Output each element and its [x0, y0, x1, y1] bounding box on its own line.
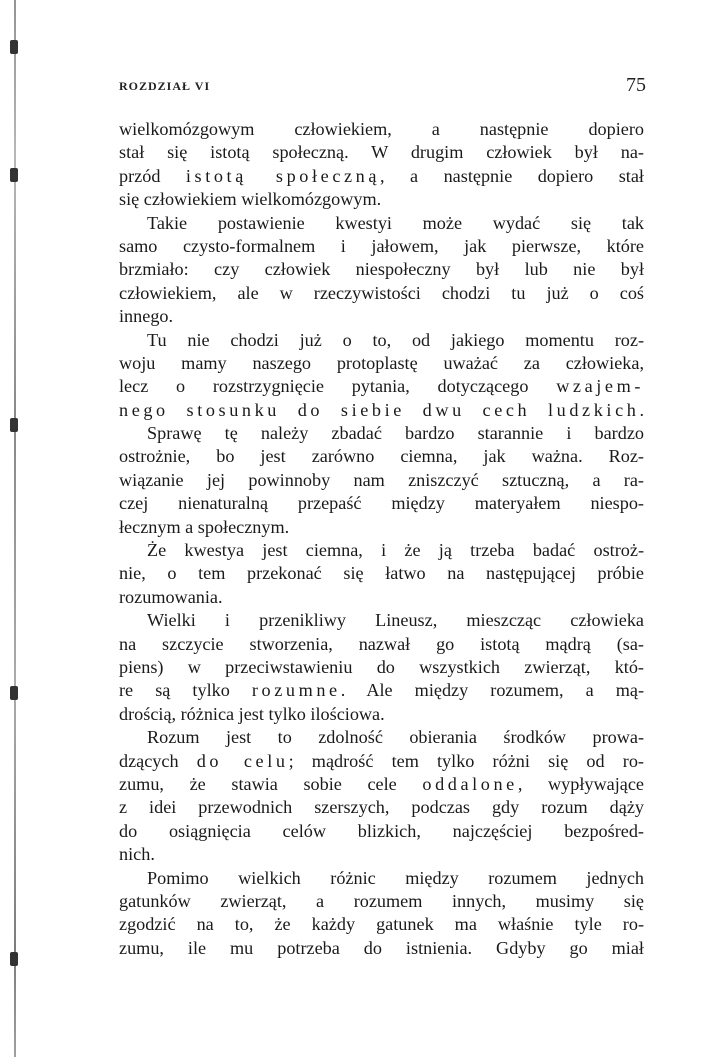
text-line — [119, 586, 644, 609]
text-line — [119, 118, 644, 141]
text-line — [119, 445, 644, 468]
text-run: nich. — [119, 844, 155, 865]
text-line — [119, 820, 644, 843]
binding-mark — [10, 686, 18, 700]
text-run: Tu nie chodzi już o to, od jakiego momentu roz- — [147, 329, 644, 350]
spaced-emphasis: nego stosunku do siebie dwu cech ludzkich — [119, 399, 640, 420]
text-line — [119, 773, 644, 796]
text-line — [119, 656, 644, 679]
text-line — [119, 141, 644, 164]
text-line — [119, 399, 644, 422]
body-text — [119, 118, 644, 960]
text-line — [119, 539, 644, 562]
text-run: wielkomózgowym człowiekiem, a następnie dopiero — [119, 119, 644, 139]
text-run: gatunków zwierząt, a rozumem innych, musimy się — [119, 890, 644, 911]
text-run: Takie postawienie kwestyi może wydać się tak — [147, 212, 644, 233]
text-line — [119, 375, 644, 398]
text-run: , a następnie dopiero stał — [380, 165, 644, 186]
text-line — [119, 516, 644, 539]
binding-mark — [10, 418, 18, 432]
text-run: innego. — [119, 306, 174, 327]
text-run: re są tylko — [119, 680, 252, 701]
text-line — [119, 843, 644, 866]
text-line — [119, 188, 644, 211]
text-run: , wypływające — [517, 773, 644, 794]
text-line — [119, 352, 644, 375]
text-line — [119, 212, 644, 235]
text-run: na szczycie stworzenia, nazwał go istotą mądrą (sa- — [119, 633, 644, 654]
text-line — [119, 422, 644, 445]
text-run: . Ale między rozumem, a mą- — [340, 680, 644, 701]
text-run: piens) w przeciwstawieniu do wszystkich zwierząt, któ- — [119, 656, 644, 677]
text-line — [119, 726, 644, 749]
text-line — [119, 305, 644, 328]
text-run: zgodzić na to, że każdy gatunek ma właśnie tyle ro- — [119, 914, 644, 935]
text-run: z idei przewodnich szerszych, podczas gdy rozum dąży — [119, 797, 644, 818]
spaced-emphasis: rozumne — [251, 680, 341, 701]
text-run: człowiekiem, ale w rzeczywistości chodzi tu już o coś — [119, 282, 644, 303]
text-run: wiązanie jej powinnoby nam zniszczyć sztuczną, a ra- — [119, 469, 644, 490]
text-run: Że kwestya jest ciemna, i że ją trzeba badać ostroż- — [147, 540, 644, 561]
text-run: Wielki i przenikliwy Lineusz, mieszcząc człowieka — [147, 610, 644, 631]
text-line — [119, 329, 644, 352]
text-line — [119, 609, 644, 632]
binding-mark — [10, 952, 18, 966]
text-line — [119, 492, 644, 515]
running-head: ROZDZIAŁ VI — [119, 79, 211, 93]
scan-binding-edge — [14, 0, 16, 1057]
text-line — [119, 165, 644, 188]
text-run: stał się istotą społeczną. W drugim człowiek był na- — [119, 142, 644, 163]
text-line — [119, 562, 644, 585]
text-run: czej nienaturalną przepaść między materyałem niespo- — [119, 493, 644, 514]
text-line — [119, 750, 644, 773]
text-line — [119, 890, 644, 913]
text-line — [119, 937, 644, 960]
text-line — [119, 796, 644, 819]
text-run: Rozum jest to zdolność obierania środków prowa- — [147, 727, 644, 748]
text-line — [119, 703, 644, 726]
binding-mark — [10, 168, 18, 182]
spaced-emphasis: wzajem- — [556, 376, 644, 397]
text-run: brzmiało: czy człowiek niespołeczny był lub nie był — [119, 259, 644, 280]
spaced-emphasis: istotą społeczną — [185, 165, 381, 186]
text-line — [119, 633, 644, 656]
text-run: nie, o tem przekonać się łatwo na następującej próbie — [119, 563, 644, 584]
text-run: się człowiekiem wielkomózgowym. — [119, 189, 382, 210]
binding-mark — [10, 40, 18, 54]
page-number: 75 — [626, 74, 646, 96]
text-run: drością, różnica jest tylko ilościowa. — [119, 703, 385, 724]
text-run: przód — [119, 165, 186, 186]
text-run: woju mamy naszego protoplastę uważać za człowieka, — [119, 352, 644, 373]
text-line — [119, 867, 644, 890]
text-line — [119, 913, 644, 936]
text-run: ostrożnie, bo jest zarówno ciemna, jak ważna. Roz- — [119, 446, 644, 467]
text-line — [119, 258, 644, 281]
text-run: . — [639, 399, 644, 420]
text-line — [119, 235, 644, 258]
text-run: dzących — [119, 750, 197, 771]
text-line — [119, 679, 644, 702]
text-run: zumu, że stawia sobie cele — [119, 773, 423, 794]
text-run: rozumowania. — [119, 586, 223, 607]
text-run: łecznym a społecznym. — [119, 516, 290, 537]
spaced-emphasis: do celu — [196, 750, 289, 771]
text-run: do osiągnięcia celów blizkich, najczęściej bezpośred- — [119, 820, 644, 841]
text-run: lecz o rozstrzygnięcie pytania, dotyczącego — [119, 376, 557, 397]
text-run: Sprawę tę należy zbadać bardzo starannie i bardzo — [147, 423, 644, 444]
text-run: ; mądrość tem tylko różni się od ro- — [288, 750, 644, 771]
spaced-emphasis: oddalone — [422, 773, 518, 794]
text-line — [119, 469, 644, 492]
text-run: samo czysto-formalnem i jałowem, jak pierwsze, które — [119, 235, 644, 256]
text-run: Pomimo wielkich różnic między rozumem jednych — [147, 867, 644, 888]
text-run: zumu, ile mu potrzeba do istnienia. Gdyby go miał — [119, 937, 644, 958]
text-line — [119, 282, 644, 305]
